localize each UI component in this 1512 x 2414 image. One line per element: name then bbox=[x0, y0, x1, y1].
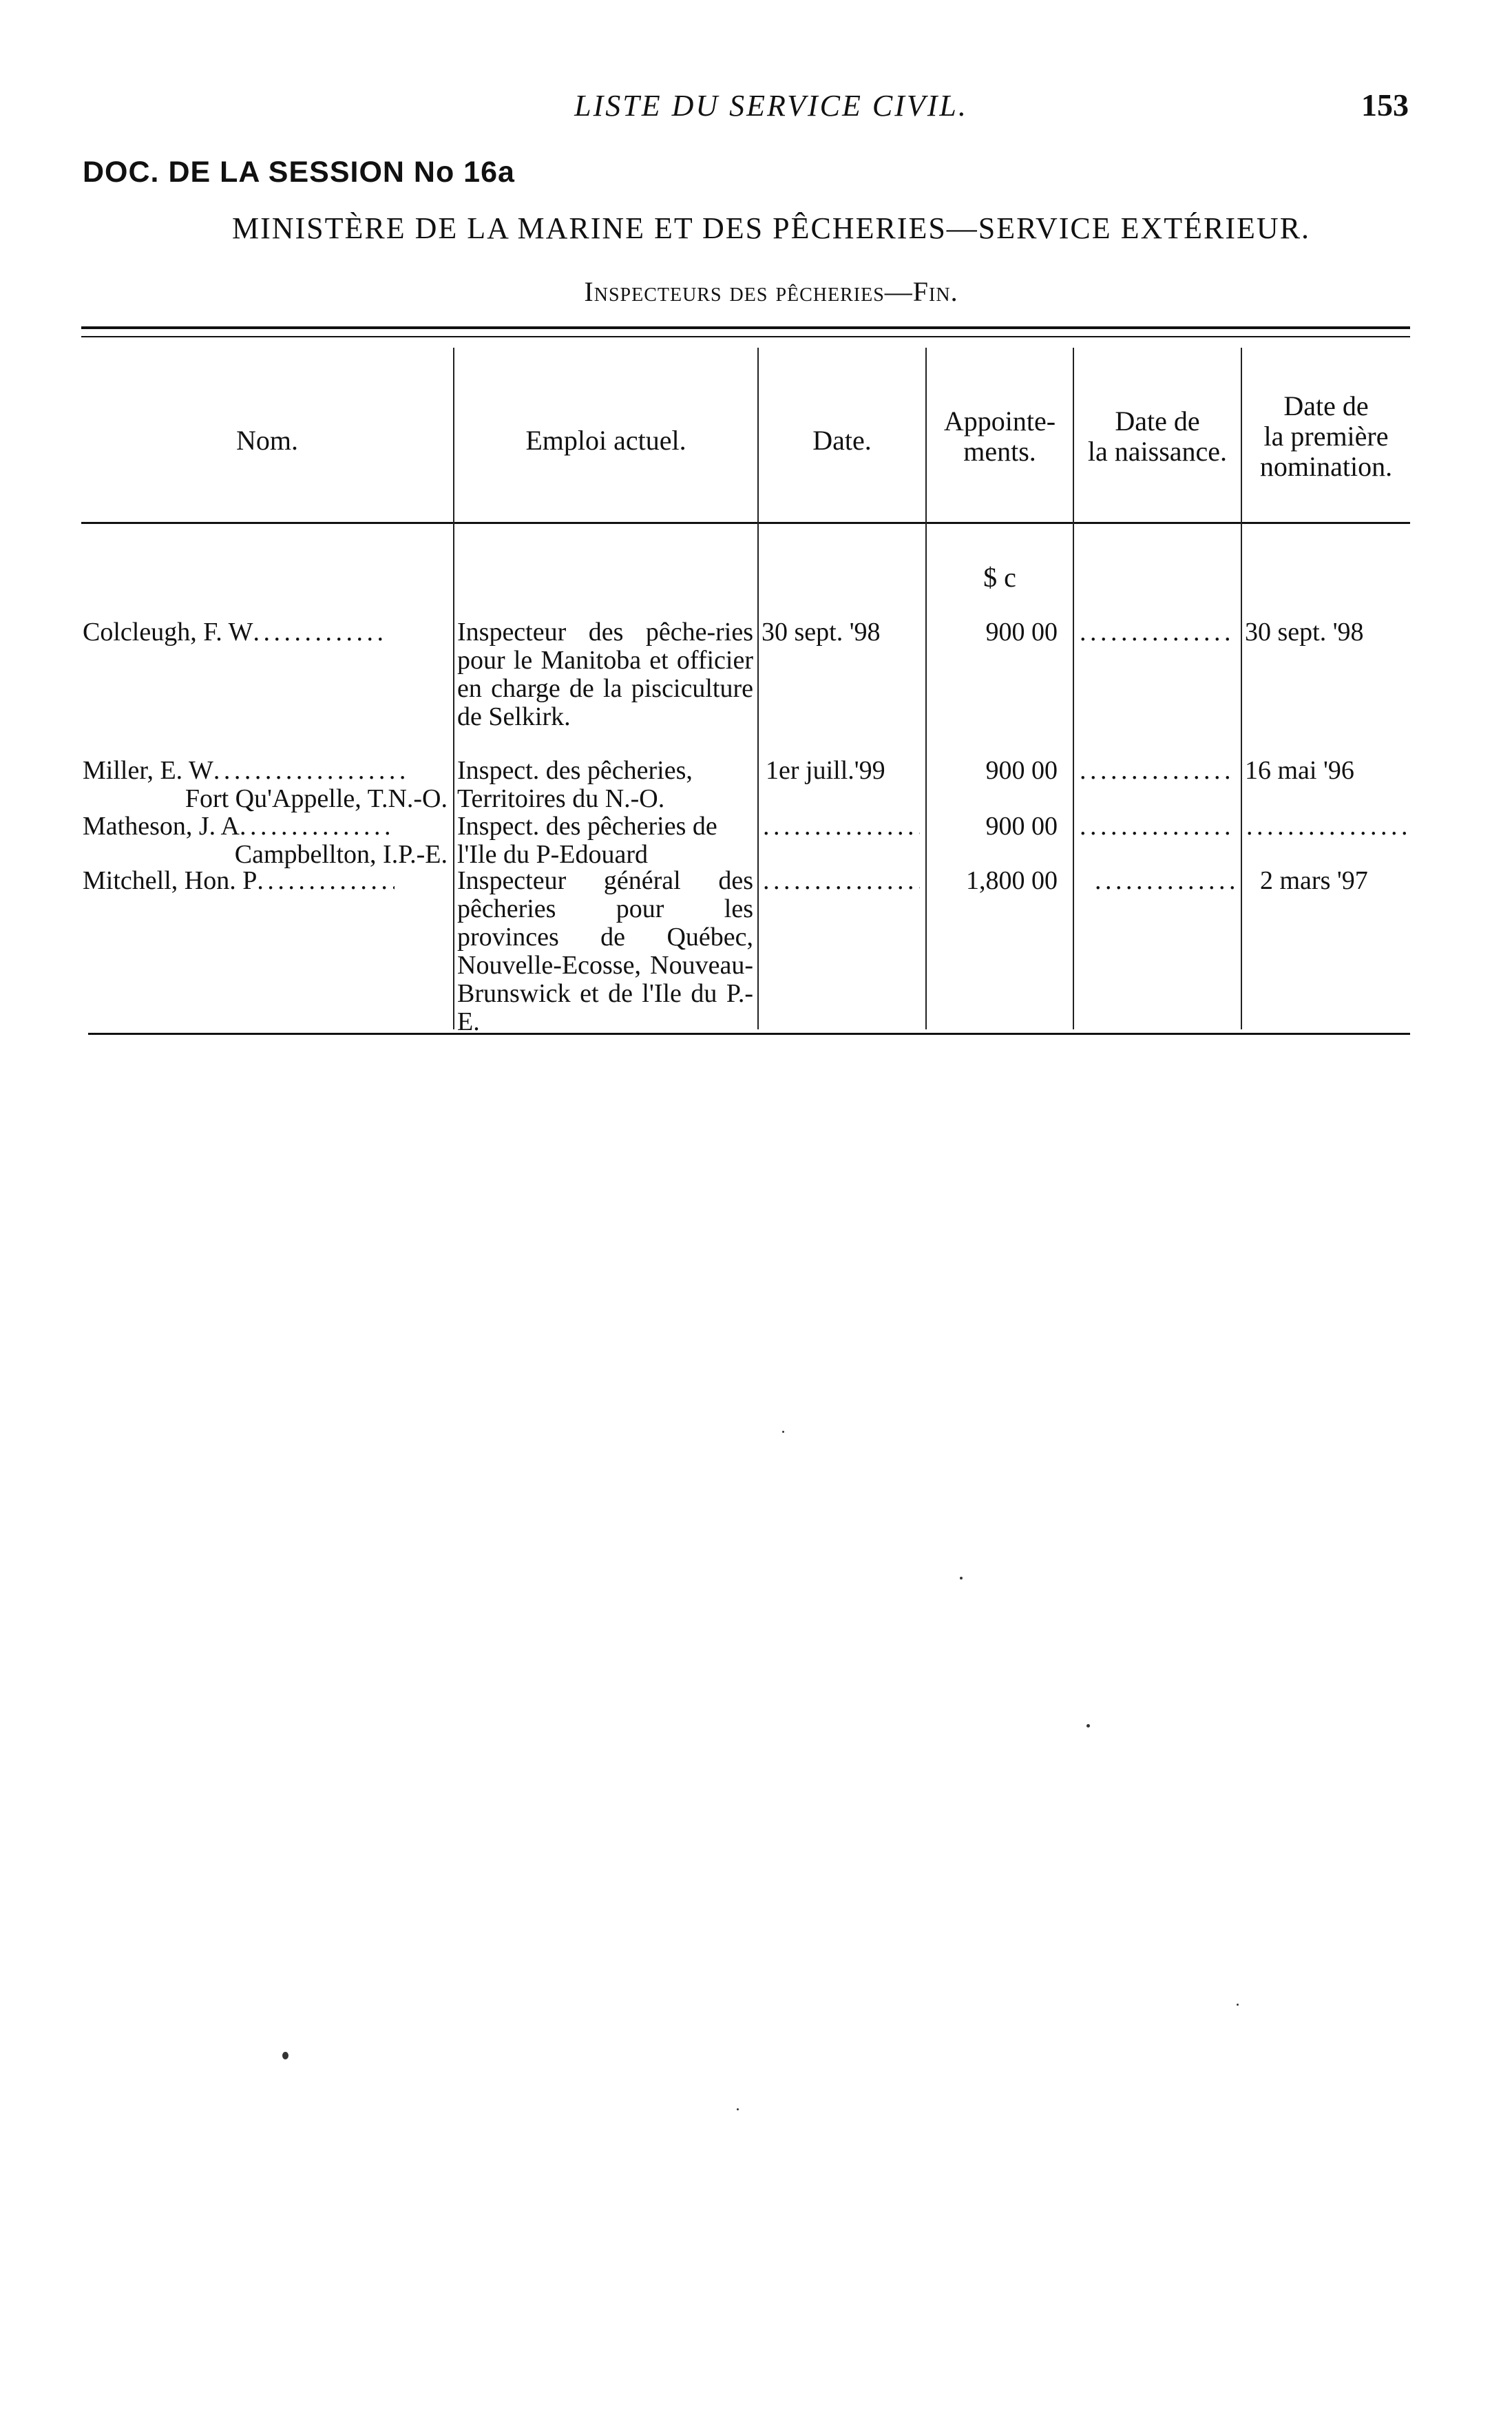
scan-speck bbox=[737, 2108, 739, 2110]
dot-leader bbox=[240, 812, 392, 841]
col-header-naissance-l2: la naissance. bbox=[1087, 436, 1228, 467]
col-header-appointements bbox=[927, 406, 1073, 467]
col-header-nomination-l2: la première bbox=[1263, 421, 1389, 452]
page-number: 153 bbox=[1361, 87, 1409, 123]
scan-speck bbox=[1237, 2004, 1239, 2006]
row-date: 30 sept. '98 bbox=[762, 618, 881, 647]
row-appointements: 900 00 bbox=[985, 812, 1058, 841]
col-header-nomination-l1: Date de bbox=[1283, 390, 1369, 421]
section-subtitle bbox=[83, 275, 1460, 308]
row-naissance-blank bbox=[1080, 757, 1237, 785]
scan-speck bbox=[782, 1431, 784, 1433]
scan-speck bbox=[1086, 1724, 1090, 1728]
row-name: Colcleugh, F. W bbox=[83, 618, 253, 647]
running-title: LISTE DU SERVICE CIVIL. bbox=[574, 89, 968, 123]
ministry-title: MINISTÈRE DE LA MARINE ET DES PÊCHERIES—SERVICE EXTÉRIEUR. bbox=[231, 211, 1311, 245]
row-appointements: 1,800 00 bbox=[966, 866, 1058, 895]
dot-leader bbox=[257, 867, 395, 895]
row-name: Miller, E. W bbox=[83, 756, 213, 785]
row-name: Matheson, J. A bbox=[83, 812, 240, 841]
col-header-nomination bbox=[1242, 391, 1410, 482]
row-nomination-blank bbox=[1246, 812, 1407, 841]
col-header-naissance bbox=[1074, 406, 1241, 467]
col-header-emploi: Emploi actuel. bbox=[525, 425, 686, 456]
dot-leader bbox=[253, 618, 384, 647]
row-emploi: Inspect. des pêcheries, Territoires du N.-O. bbox=[457, 756, 693, 813]
row-date: 1er juill.'99 bbox=[766, 756, 885, 785]
header-bottom-rule bbox=[81, 522, 1410, 524]
row-nomination: 30 sept. '98 bbox=[1245, 618, 1364, 647]
row-naissance-blank bbox=[1080, 618, 1237, 647]
row-nomination: 2 mars '97 bbox=[1260, 866, 1368, 895]
table-top-rule-thin bbox=[81, 336, 1410, 337]
row-date-blank bbox=[763, 812, 923, 841]
table-top-rule bbox=[81, 326, 1410, 329]
table-row bbox=[83, 812, 448, 841]
row-nomination: 16 mai '96 bbox=[1245, 756, 1354, 785]
scan-speck bbox=[960, 1577, 963, 1579]
table-row bbox=[83, 867, 448, 895]
row-emploi: Inspecteur général des pêcheries pour les provinces de Québec, Nouvelle-Ecosse, Nouveau-Brunswick et de l'Ile du P.-E. bbox=[457, 866, 753, 1036]
row-location: Fort Qu'Appelle, T.N.-O. bbox=[185, 784, 448, 813]
dot-leader bbox=[213, 757, 405, 785]
col-header-appointements-l2: ments. bbox=[963, 436, 1036, 467]
row-name: Mitchell, Hon. P bbox=[83, 866, 258, 895]
units-label: $ c bbox=[983, 562, 1016, 593]
row-appointements: 900 00 bbox=[985, 618, 1058, 647]
doc-label: DOC. DE LA SESSION No 16a bbox=[83, 156, 515, 189]
col-header-naissance-l1: Date de bbox=[1115, 406, 1200, 437]
row-naissance-blank bbox=[1080, 812, 1237, 841]
col-header-nom: Nom. bbox=[236, 425, 298, 456]
row-location: Campbellton, I.P.-E. bbox=[234, 840, 448, 869]
col-header-appointements-l1: Appointe- bbox=[943, 406, 1056, 437]
row-emploi: Inspecteur des pêche-ries pour le Manitoba et officier en charge de la pisciculture de Selkirk. bbox=[457, 618, 753, 731]
row-emploi: Inspect. des pêcheries de l'Ile du P-Edouard bbox=[457, 812, 717, 869]
table-row bbox=[83, 618, 448, 647]
row-date-blank bbox=[763, 867, 923, 895]
col-header-nomination-l3: nomination. bbox=[1259, 451, 1393, 482]
section-subtitle-text: Inspecteurs des pêcheries—Fin. bbox=[584, 276, 958, 307]
col-header-date: Date. bbox=[812, 425, 872, 456]
row-naissance-blank bbox=[1095, 867, 1237, 895]
scan-speck bbox=[282, 2052, 288, 2059]
table-row bbox=[83, 757, 448, 785]
row-appointements: 900 00 bbox=[985, 756, 1058, 785]
